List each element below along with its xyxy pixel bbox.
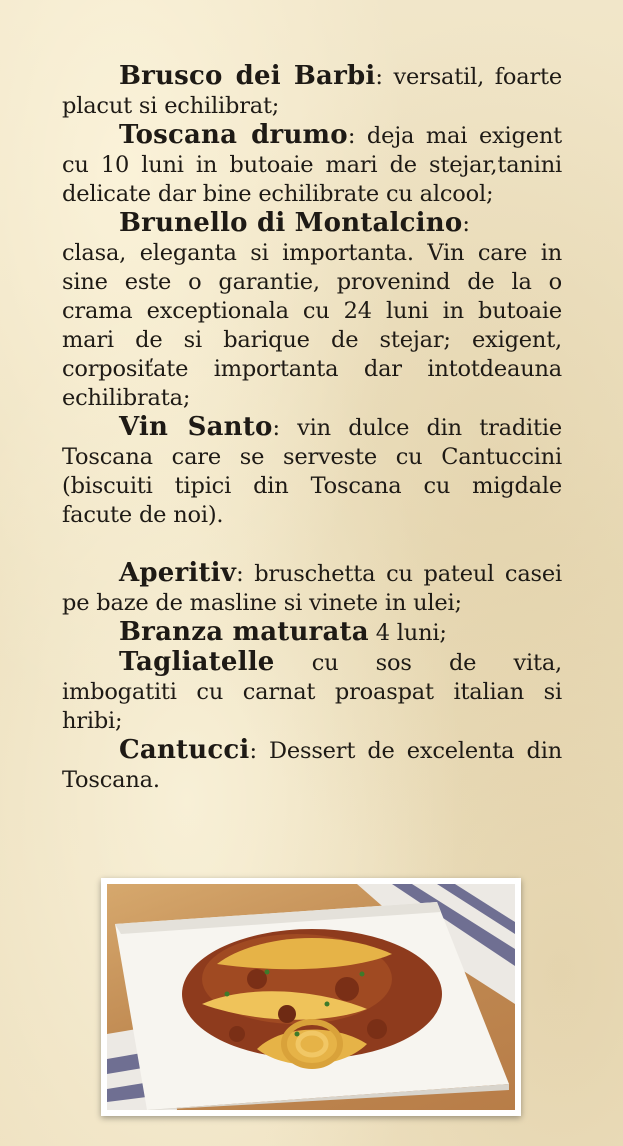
wine-name: Brusco dei Barbi — [119, 61, 376, 91]
dish-name: Cantucci — [119, 735, 250, 765]
menu-text — [62, 62, 562, 795]
wine-description: : versatil, foarte placut si echilibrat; — [62, 64, 562, 119]
dish-description: cu sos de vita, imbogatiti cu carnat proaspat italian si hribi; — [62, 650, 562, 734]
dish-description: 4 luni; — [368, 620, 447, 646]
wine-toscana — [62, 121, 562, 209]
wine-description: : deja mai exigent cu 10 luni in butoaie mari de stejar,tanini delicate dar bine echilibrate cu alcool; — [62, 123, 562, 207]
wine-description: : vin dulce din traditie Toscana care se serveste cu Cantuccini (biscuiti tipici din Toscana cu migdale facute de noi). — [62, 415, 562, 528]
pasta-dish-illustration — [107, 884, 515, 1110]
dish-name: Tagliatelle — [119, 647, 275, 677]
wine-vin-santo — [62, 413, 562, 530]
wine-brunello — [62, 209, 562, 239]
menu-cantucci — [62, 736, 562, 795]
wine-name: Brunello di Montalcino — [119, 208, 463, 238]
dish-description: : bruschetta cu pateul casei pe baze de masline si vinete in ulei; — [62, 561, 562, 616]
wine-brusco — [62, 62, 562, 121]
food-photo — [107, 884, 515, 1110]
menu-aperitiv — [62, 559, 562, 618]
wine-name: Vin Santo — [119, 412, 273, 442]
wine-description: : — [462, 211, 470, 237]
dish-description: : Dessert de excelenta din Toscana. — [62, 738, 562, 793]
dish-name: Aperitiv — [119, 558, 237, 588]
wine-brunello-description: clasa, eleganta si importanta. Vin care in sine este o garantie, provenind de la o crama exceptionala cu 24 luni in butoaie mari de si barique de stejar; exigent, corposiťate importanta dar intotdeauna echilibrata; — [62, 240, 562, 411]
section-gap — [62, 530, 562, 559]
wine-name: Toscana drumo — [119, 120, 348, 150]
menu-tagliatelle — [62, 648, 562, 736]
dish-name: Branza maturata — [119, 617, 369, 647]
menu-branza — [62, 618, 562, 648]
food-photo-frame — [101, 878, 521, 1116]
